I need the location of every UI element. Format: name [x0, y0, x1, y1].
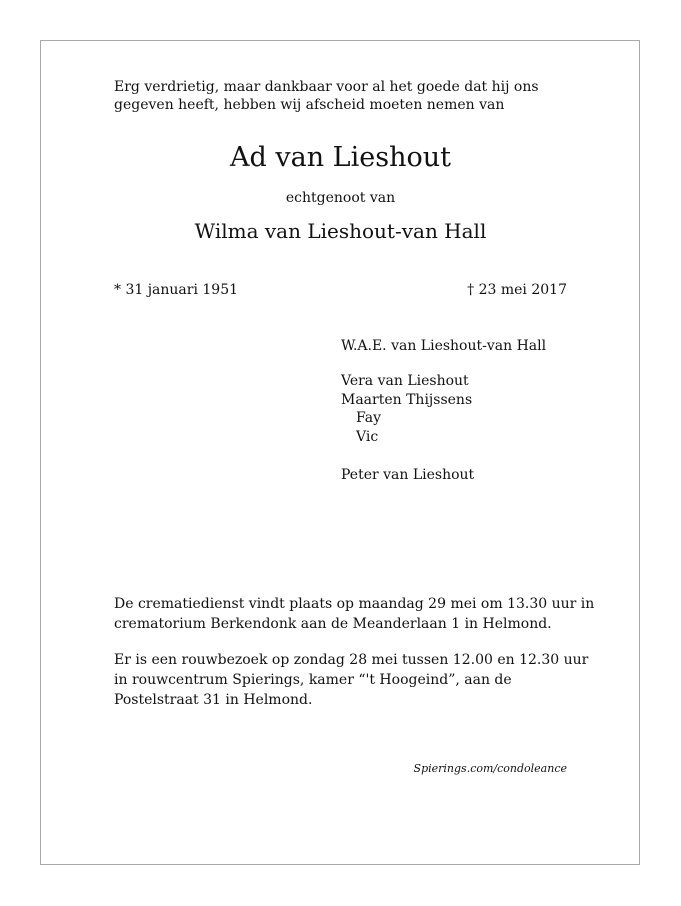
- intro-line-2: gegeven heeft, hebben wij afscheid moeten nemen van: [114, 97, 505, 113]
- visit-line-2: in rouwcentrum Spierings, kamer “'t Hoogeind”, aan de: [114, 672, 512, 688]
- family-spouse: W.A.E. van Lieshout-van Hall: [341, 338, 547, 354]
- family-grandchild-2: Vic: [356, 429, 379, 445]
- relation-text: echtgenoot van: [285, 190, 396, 206]
- service-line-2: crematorium Berkendonk aan de Meanderlaan 1 in Helmond.: [114, 616, 552, 632]
- death-date: † 23 mei 2017: [467, 282, 567, 298]
- family-partner-1: Maarten Thijssens: [341, 392, 473, 408]
- family-child-2: Peter van Lieshout: [341, 467, 475, 483]
- deceased-name: Ad van Lieshout: [230, 142, 451, 173]
- service-info: [114, 594, 594, 634]
- visit-info: [114, 650, 588, 710]
- service-line-1: De crematiedienst vindt plaats op maandag 29 mei om 13.30 uur in: [114, 596, 595, 612]
- spouse-name: Wilma van Lieshout-van Hall: [194, 219, 487, 243]
- intro-line-1: Erg verdrietig, maar dankbaar voor al het goede dat hij ons: [114, 79, 539, 95]
- birth-date: * 31 januari 1951: [114, 282, 239, 298]
- family-child-1: Vera van Lieshout: [341, 373, 469, 389]
- family-grandchild-1: Fay: [356, 410, 382, 426]
- visit-line-3: Postelstraat 31 in Helmond.: [114, 692, 313, 708]
- intro-text: [114, 78, 539, 114]
- condolence-link[interactable]: Spierings.com/condoleance: [413, 762, 567, 775]
- visit-line-1: Er is een rouwbezoek op zondag 28 mei tussen 12.00 en 12.30 uur: [114, 652, 589, 668]
